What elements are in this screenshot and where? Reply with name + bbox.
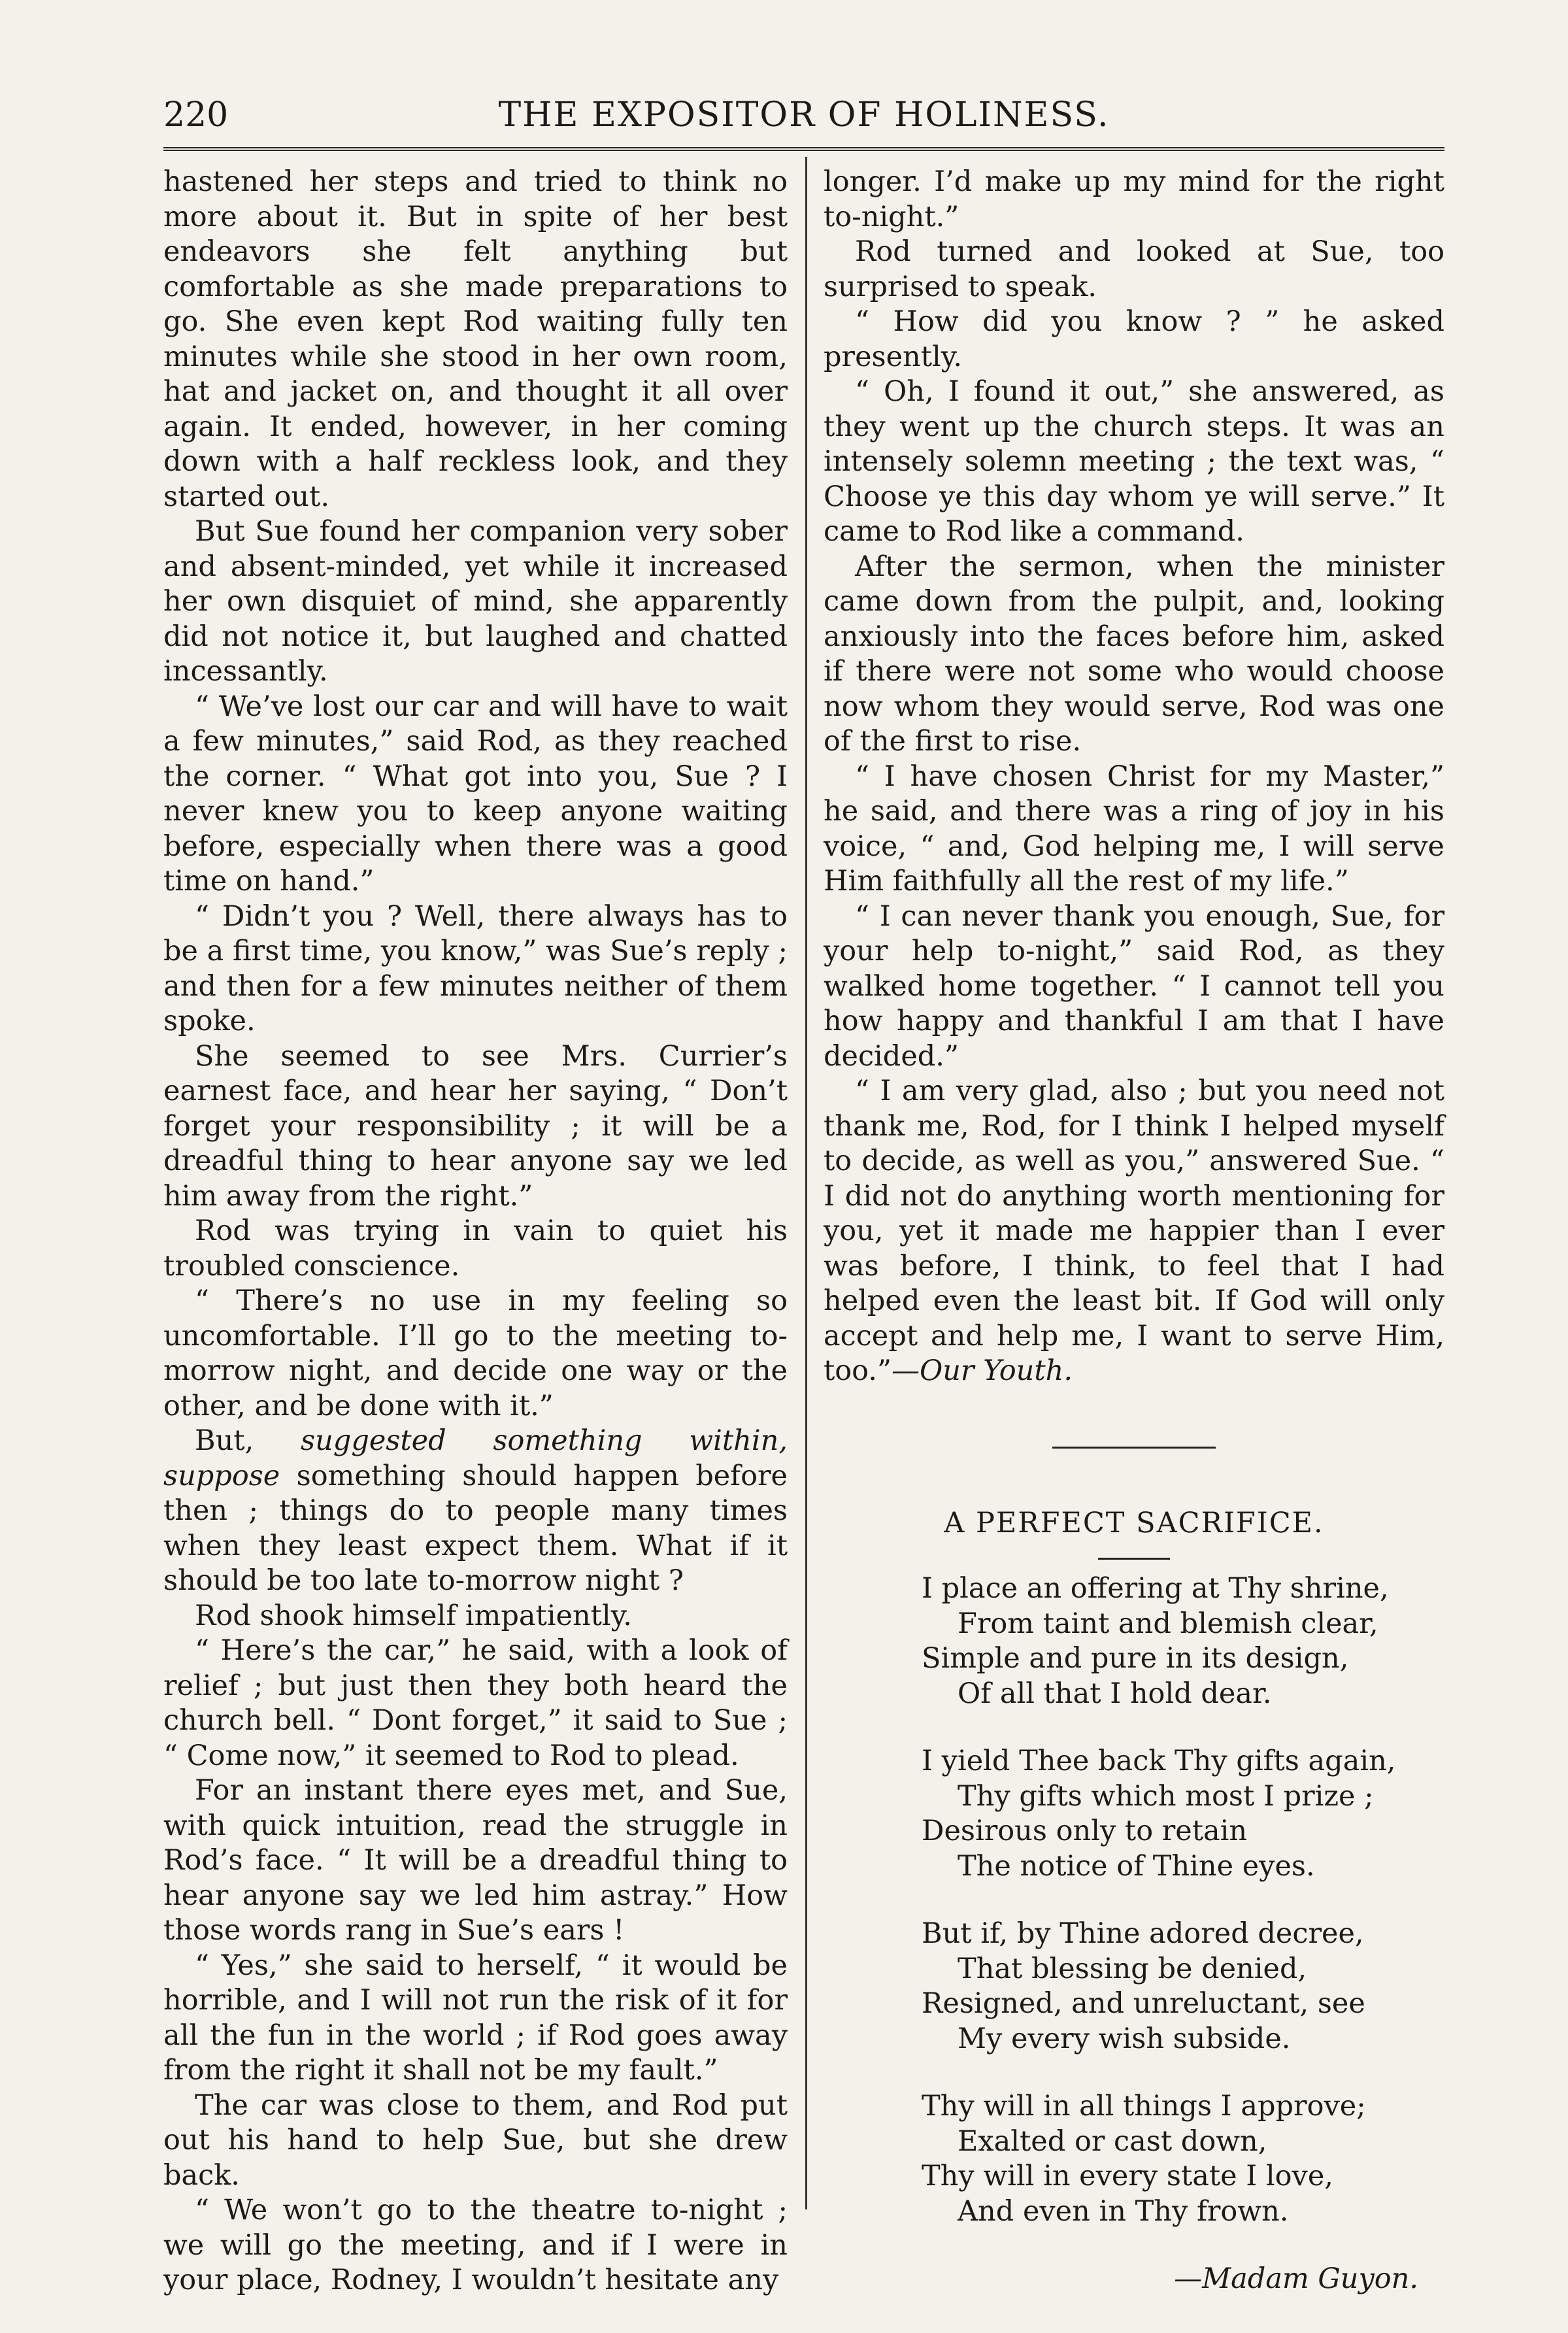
poem-line: Thy gifts which most I prize ; [958,1779,1374,1813]
paragraph-with-source [824,1074,1444,1389]
poem-line: Desirous only to retain [922,1815,1248,1847]
paragraph: “ I have chosen Christ for my Master,” he said, and there was a ring of joy in his voice, “ and, God helping me, I will serve Him faithfully all the rest of my life.” [824,760,1444,898]
poem-line: Of all that I hold dear. [958,1677,1272,1710]
paragraph: “ Yes,” she said to herself, “ it would be horrible, and I will not run the risk of it for all the fun in the world ; if Rod goes away from the right it shall not be my fault.” [163,1949,788,2087]
poem-line: My every wish subside. [958,2022,1291,2055]
poem-line: I place an offering at Thy shrine, [922,1572,1389,1605]
paragraph: “ We’ve lost our car and will have to wait a few minutes,” said Rod, as they reached the corner. “ What got into you, Sue ? I never knew you to keep anyone waiting before, especially when there was a good time on hand.” [163,690,788,898]
section-separator [1052,1447,1216,1449]
poem-stanza [922,1917,1444,2056]
paragraph: But Sue found her companion very sober and absent-minded, yet while it increased her own disquiet of mind, she apparently did not notice it, but laughed and chatted incessantly. [163,515,788,688]
paragraph: “ We won’t go to the theatre to-night ; we will go the meeting, and if I were in your place, Rodney, I wouldn’t hesitate any [163,2194,788,2296]
paragraph-italic: But, suggested something within, suppose something should happen before then ; things do to people many times when they least expect them. What if it should be too late to-morrow night ? [163,1424,788,1597]
left-column [163,165,788,2298]
article-source: —Our Youth. [891,1354,1073,1387]
italic-phrase: suggested something within, suppose [163,1424,788,1492]
poem-attribution: —Madam Guyon. [1174,2262,1418,2295]
paragraph-text: “ I am very glad, also ; but you need not thank me, Rod, for I think I helped myself to decide, as well as you,” answered Sue. “ I did not do anything worth mentioning for you, yet it made me happier than I ever was before, I think, to feel that I had helped even the least bit. If God will only accept and help me, I want to serve Him, too.” [824,1075,1444,1387]
poem-line: And even in Thy frown. [958,2194,1289,2228]
paragraph: “ How did you know ? ” he asked presently. [824,305,1444,373]
paragraph: “ There’s no use in my feeling so uncomfortable. I’ll go to the meeting to-morrow night, and decide one way or the other, and be done with it.” [163,1284,788,1422]
paragraph: Rod shook himself impatiently. [195,1599,632,1632]
paragraph: The car was close to them, and Rod put out his hand to help Sue, but she drew back. [163,2089,788,2192]
poem-stanza [922,1571,1444,1711]
poem-line: That blessing be denied, [958,1952,1307,1985]
poem-line: I yield Thee back Thy gifts again, [922,1745,1396,1777]
title-underline [1098,1558,1170,1560]
page-number: 220 [163,95,229,135]
paragraph: For an instant there eyes met, and Sue, with quick intuition, read the struggle in Rod’s face. “ It will be a dreadful thing to hear anyone say we led him astray.” How those words rang in Sue’s ears ! [163,1774,788,1947]
header-double-rule [163,147,1444,151]
poem-title: A PERFECT SACRIFICE. [944,1506,1324,1539]
poem-line: Thy will in every state I love, [922,2160,1333,2192]
paragraph: longer. I’d make up my mind for the right to-night.” [824,165,1444,233]
poem-line: The notice of Thine eyes. [958,1849,1315,1883]
poem-stanza [922,1744,1444,1884]
poem-line: From taint and blemish clear, [958,1607,1378,1640]
poem-line: Thy will in all things I approve; [922,2090,1366,2123]
running-title: THE EXPOSITOR OF HOLINESS. [498,95,1110,135]
page-header [163,78,1444,144]
column-divider [805,157,807,2209]
paragraph: “ Oh, I found it out,” she answered, as they went up the church steps. It was an intensely solemn meeting ; the text was, “ Choose ye this day whom ye will serve.” It came to Rod like a command. [824,375,1444,548]
right-column [824,165,1444,2297]
paragraph: “ Didn’t you ? Well, there always has to be a first time, you know,” was Sue’s reply ; and then for a few minutes neither of them spoke. [163,899,788,1037]
paragraph: Rod turned and looked at Sue, too surprised to speak. [824,235,1444,303]
paragraph: “ Here’s the car,” he said, with a look of relief ; but just then they both heard the church bell. “ Dont forget,” it said to Sue ; “ Come now,” it seemed to Rod to plead. [163,1634,788,1772]
poem-line: But if, by Thine adored decree, [922,1917,1364,1950]
poem-line: Simple and pure in its design, [922,1642,1349,1675]
poem-line: Resigned, and unreluctant, see [922,1987,1365,2020]
paragraph: Rod was trying in vain to quiet his troubled conscience. [163,1215,788,1283]
poem-line: Exalted or cast down, [958,2124,1267,2158]
poem-stanza [922,2089,1444,2229]
paragraph: She seemed to see Mrs. Currier’s earnest face, and hear her saying, “ Don’t forget your responsibility ; it will be a dreadful thing to hear anyone say we led him away from the right.” [163,1039,788,1213]
paragraph: hastened her steps and tried to think no more about it. But in spite of her best endeavors she felt anything but comfortable as she made preparations to go. She even kept Rod waiting fully ten minutes while she stood in her own room, hat and jacket on, and thought it all over again. It ended, however, in her coming down with a half reckless look, and they started out. [163,165,788,513]
paragraph: “ I can never thank you enough, Sue, for your help to-night,” said Rod, as they walked home together. “ I cannot tell you how happy and thankful I am that I have decided.” [824,899,1444,1073]
paragraph: After the sermon, when the minister came down from the pulpit, and, looking anxiously into the faces before him, asked if there were not some who would choose now whom they would serve, Rod was one of the first to rise. [824,550,1444,758]
